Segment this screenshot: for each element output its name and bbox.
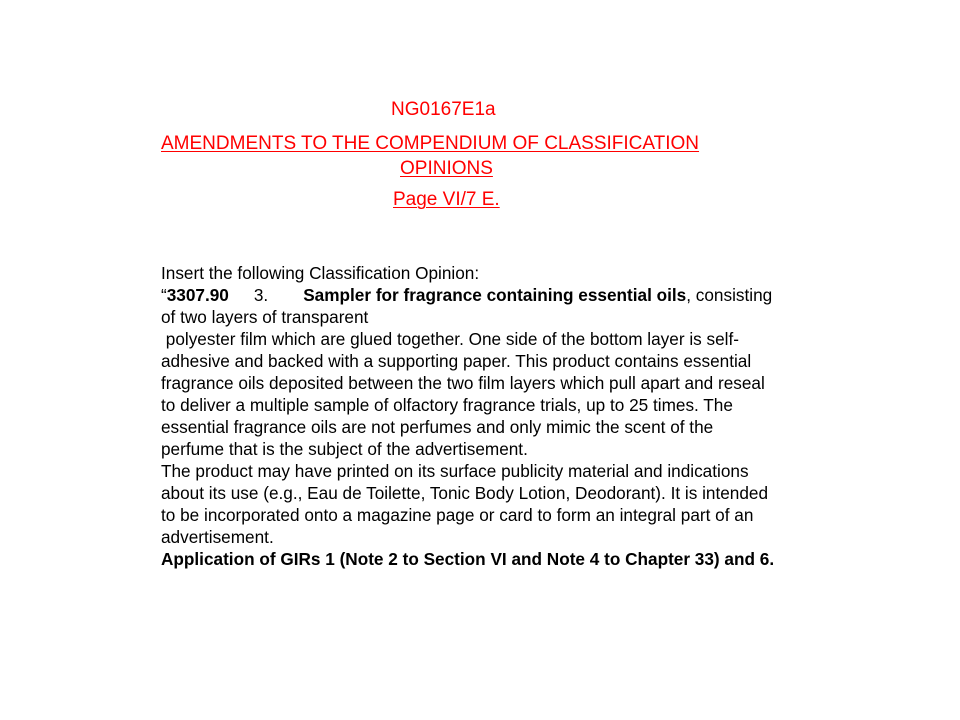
body-line: fragrance oils deposited between the two film layers which pull apart and reseal	[161, 373, 765, 393]
body-line: to be incorporated onto a magazine page or card to form an integral part of an	[161, 505, 754, 525]
body-line: advertisement.	[161, 527, 274, 547]
opinion-heading-line	[161, 284, 851, 306]
body-line: The product may have printed on its surface publicity material and indications	[161, 461, 749, 481]
body-line: of two layers of transparent	[161, 307, 369, 327]
body-line: adhesive and backed with a supporting paper. This product contains essential	[161, 351, 752, 371]
body-line: to deliver a multiple sample of olfactory fragrance trials, up to 25 times. The	[161, 395, 733, 415]
product-description-start: , consisting	[686, 285, 773, 305]
body-line: perfume that is the subject of the advertisement.	[161, 439, 528, 459]
product-name: Sampler for fragrance containing essential oils	[303, 285, 687, 305]
page-reference: Page VI/7 E.	[393, 189, 500, 210]
document-title-line-1: AMENDMENTS TO THE COMPENDIUM OF CLASSIFICATION	[161, 133, 700, 154]
classification-opinion-body	[161, 262, 851, 570]
opinion-number: 3.	[253, 285, 269, 305]
body-line: about its use (e.g., Eau de Toilette, Tonic Body Lotion, Deodorant). It is intended	[161, 483, 769, 503]
intro-line: Insert the following Classification Opinion:	[161, 263, 480, 283]
document-reference: NG0167E1a	[391, 99, 496, 120]
body-line: essential fragrance oils are not perfumes and only mimic the scent of the	[161, 417, 714, 437]
application-line: Application of GIRs 1 (Note 2 to Section VI and Note 4 to Chapter 33) and 6.	[161, 549, 775, 569]
open-quote: “	[161, 285, 167, 305]
document-title-line-2: OPINIONS	[400, 158, 493, 179]
heading-code: 3307.90	[166, 285, 229, 305]
body-line: polyester film which are glued together. One side of the bottom layer is self-	[161, 329, 739, 349]
